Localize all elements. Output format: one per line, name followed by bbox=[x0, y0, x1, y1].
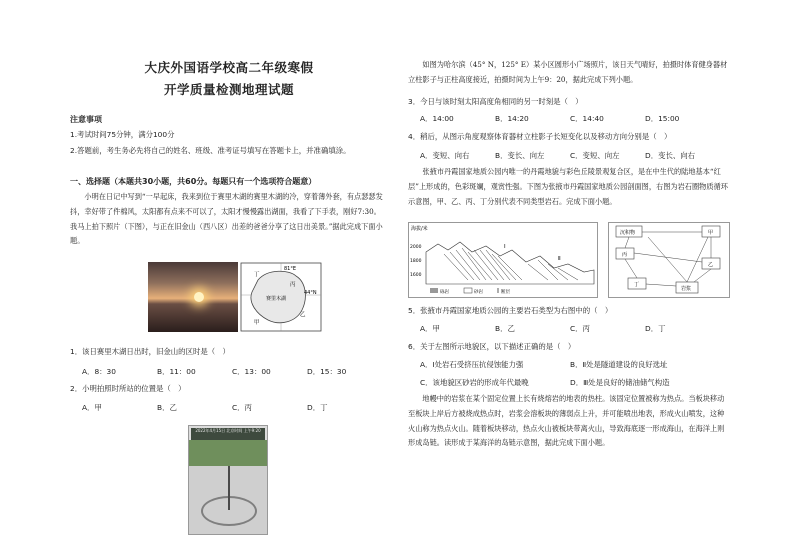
profile-tick-1600: 1600 bbox=[410, 273, 422, 278]
q1-stem: 1．该日赛里木湖日出时，旧金山的区时是（ ） bbox=[70, 347, 230, 356]
sun-icon bbox=[194, 292, 204, 302]
q1-option-d[interactable]: D．15：30 bbox=[307, 367, 347, 376]
q6-stem: 6．关于左图所示地貌区，以下描述正确的是（ ） bbox=[408, 342, 576, 351]
cycle-magma: 岩浆 bbox=[681, 286, 692, 292]
q3-stem: 3．今日与该时刻太阳高度角相同的另一时刻是（ ） bbox=[408, 97, 583, 106]
q1-2-intro-paragraph: 小明在日记中写到“一早起床，我来到位于赛里木湖的赛里木湖的冷，穿着薄外套，有点瑟瑟发抖，幸好带了件棉风，太阳都有点来不可以了，太阳才慢慢露出湖面，我看了下手表，刚好7:30。我马上拍下照片（下图），与正在旧金山（西八区）出差的爸爸分享了这日出美景。”据此完成下面小题。 bbox=[70, 192, 383, 246]
cycle-jia: 甲 bbox=[708, 230, 714, 236]
q6-option-d[interactable]: D．Ⅲ处是良好的储油储气构造 bbox=[570, 378, 670, 387]
cycle-ding: 丁 bbox=[634, 282, 640, 288]
exam-title-line1: 大庆外国语学校高二年级寒假 bbox=[144, 60, 314, 75]
q3-options bbox=[420, 113, 720, 124]
q6-options-row1 bbox=[420, 359, 720, 370]
profile-marker-1: Ⅰ bbox=[504, 244, 506, 250]
map-point-yi: 乙 bbox=[300, 312, 306, 318]
section-heading: 一、选择题（本题共30小题，共60分。每题只有一个选项符合题意） bbox=[70, 177, 317, 186]
cycle-sediment: 沉积物 bbox=[620, 230, 636, 236]
profile-y-label: 海拔/米 bbox=[411, 226, 428, 232]
q2-option-a[interactable]: A．甲 bbox=[82, 403, 102, 412]
q5-option-a[interactable]: A．甲 bbox=[420, 324, 440, 333]
map-latitude-label: 44°N bbox=[304, 290, 317, 296]
profile-tick-2000: 2000 bbox=[410, 245, 422, 250]
q2-stem: 2．小明拍照时所站的位置是（ ） bbox=[70, 384, 186, 393]
profile-marker-2: Ⅱ bbox=[558, 256, 561, 262]
q5-option-d[interactable]: D．丁 bbox=[645, 324, 666, 333]
q6-option-b[interactable]: B．Ⅱ处是隧道建设的良好选址 bbox=[570, 360, 668, 369]
q5-options bbox=[420, 323, 720, 334]
q7-intro-paragraph: 地幔中的岩浆在某个固定位置上长有烧熔岩的地表的热柱。该固定位置被称为热点。当板块移动至板块上岸后方被烧成热点时，岩浆会溶板块的薄弱点上升，并可能喷出地表，形成火山喷发，这种火山称为热点火山。随着板块移动，热点火山被板块带离火山，导致海底逐一形成海山，在海洋上则形成岛链。读形成于某海洋的岛链示意图，据此完成下面小题。 bbox=[408, 394, 725, 448]
q1-option-a[interactable]: A．8：30 bbox=[82, 367, 116, 376]
q2-option-d[interactable]: D．丁 bbox=[307, 403, 328, 412]
notice-item-1: 1.考试时间75分钟，满分100分 bbox=[70, 130, 175, 139]
q2-option-c[interactable]: C．丙 bbox=[232, 403, 252, 412]
map-point-jia2: 甲 bbox=[254, 320, 260, 326]
profile-tick-1800: 1800 bbox=[410, 259, 422, 264]
notice-item-2: 2.答题前，考生务必先将自己的姓名、班级、准考证号填写在答题卡上，并准确填涂。 bbox=[70, 146, 351, 155]
q4-option-c[interactable]: C．变短、向左 bbox=[570, 151, 620, 160]
q2-option-b[interactable]: B．乙 bbox=[157, 403, 177, 412]
q5-stem: 5．张掖市丹霞国家地质公园的主要岩石类型为右图中的（ ） bbox=[408, 306, 613, 315]
notice-heading: 注意事项 bbox=[70, 115, 102, 124]
cycle-bing: 丙 bbox=[622, 252, 628, 258]
q1-option-c[interactable]: C．13：00 bbox=[232, 367, 271, 376]
q6-option-c[interactable]: C．该地貌区砂岩的形成年代最晚 bbox=[420, 378, 529, 387]
q4-option-a[interactable]: A．变短、向右 bbox=[420, 151, 470, 160]
lake-map bbox=[240, 262, 322, 332]
sunrise-photo bbox=[148, 262, 238, 332]
cycle-yi: 乙 bbox=[708, 262, 714, 268]
plaza-photo-caption: 2022年4月15日 北京时间 上午9:20 bbox=[191, 428, 265, 440]
q3-option-a[interactable]: A．14:00 bbox=[420, 114, 454, 123]
exam-title-line2: 开学质量检测地理试题 bbox=[163, 82, 294, 97]
legend-fault: 断层 bbox=[501, 290, 510, 295]
q5-option-b[interactable]: B．乙 bbox=[495, 324, 515, 333]
trees-band bbox=[189, 440, 267, 466]
q4-stem: 4．稍后，从图示角度观察体育器材立柱影子长短变化以及移动方向分别是（ ） bbox=[408, 132, 672, 141]
q4-option-b[interactable]: B．变长、向左 bbox=[495, 151, 545, 160]
map-longitude-label: 81°E bbox=[284, 266, 297, 272]
fitness-pole bbox=[228, 466, 230, 510]
map-point-jia: 丁 bbox=[254, 272, 260, 278]
q3-option-c[interactable]: C．14:40 bbox=[570, 114, 604, 123]
q6-option-a[interactable]: A．Ⅰ处岩石受挤压抗侵蚀能力强 bbox=[420, 360, 524, 369]
q2-options bbox=[82, 402, 382, 413]
q6-options-row2 bbox=[420, 377, 720, 388]
map-lake-label: 赛里木湖 bbox=[266, 296, 287, 302]
q3-option-b[interactable]: B．14:20 bbox=[495, 114, 529, 123]
q4-options bbox=[420, 150, 720, 161]
rock-cycle-diagram bbox=[608, 222, 730, 298]
q4-option-d[interactable]: D．变长、向右 bbox=[645, 151, 696, 160]
q3-4-intro-paragraph: 如图为哈尔滨（45° N，125° E）某小区圆形小广场照片，该日天气晴好，拍摄时体育健身器材立柱影子与正柱高度接近，拍摄时间为上午9：20，据此完成下列小题。 bbox=[408, 60, 728, 84]
map-point-bing: 丙 bbox=[290, 282, 296, 288]
q1-option-b[interactable]: B．11：00 bbox=[157, 367, 196, 376]
legend-conglomerate: 砾岩 bbox=[440, 290, 449, 295]
plaza-photo bbox=[188, 425, 268, 535]
q5-option-c[interactable]: C．丙 bbox=[570, 324, 590, 333]
legend-sandstone: 砂岩 bbox=[474, 290, 483, 295]
q1-options bbox=[82, 366, 382, 377]
q3-option-d[interactable]: D．15:00 bbox=[645, 114, 680, 123]
geologic-profile-diagram bbox=[408, 222, 598, 298]
q5-6-intro-paragraph: 张掖市丹霞国家地质公园内唯一的丹霞地貌与彩色丘陵景观复合区，是在中生代的陆地基本“红层”上形成的，色彩斑斓，观赏性强。下图为张掖市丹霞国家地质公园剖面图，右图为岩石圈物质循环示意图，甲、乙、丙、丁分别代表不同类型岩石。完成下面小题。 bbox=[408, 167, 728, 206]
